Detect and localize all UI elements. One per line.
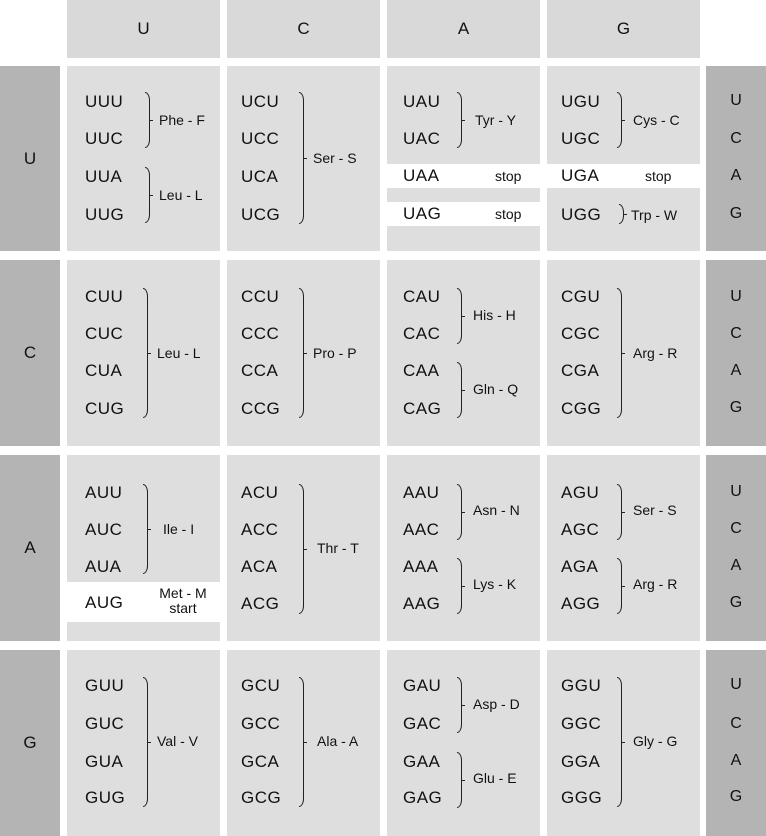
brace xyxy=(457,484,464,540)
codon: GAG xyxy=(403,788,443,807)
brace xyxy=(457,558,464,614)
codon: UGU xyxy=(561,92,601,111)
codon: CAU xyxy=(403,287,441,306)
brace xyxy=(617,92,624,148)
codon: AUA xyxy=(85,557,122,576)
first-base-label: G xyxy=(23,733,37,752)
codon: AAA xyxy=(403,557,439,576)
codon: GGA xyxy=(561,752,601,771)
header-second-base-a xyxy=(387,0,540,58)
header-label: A xyxy=(457,19,470,38)
first-base-label: A xyxy=(24,538,36,557)
codon: CGA xyxy=(561,361,600,380)
codon: GUU xyxy=(85,676,125,695)
codon: CUU xyxy=(85,287,124,306)
codon: UGC xyxy=(561,129,601,148)
amino-acid-label: Tyr - Y xyxy=(475,112,516,128)
stop-row-uga xyxy=(547,164,700,188)
amino-acid-label: Asn - N xyxy=(473,502,520,518)
codon: GGU xyxy=(561,676,602,695)
codon: AGA xyxy=(561,557,599,576)
third-base-band-g xyxy=(706,650,766,836)
codon: ACC xyxy=(241,520,279,539)
codon: CUG xyxy=(85,399,125,418)
header-label: G xyxy=(616,19,631,38)
codon: UCG xyxy=(241,205,281,224)
amino-acid-label: Phe - F xyxy=(159,112,205,128)
stop-row-uaa xyxy=(387,164,540,188)
third-base-label: U xyxy=(730,676,742,693)
cell-ga xyxy=(387,650,540,836)
codon: GAA xyxy=(403,752,441,771)
third-base-band-u xyxy=(706,66,766,251)
amino-acid-label: Asp - D xyxy=(473,696,520,712)
amino-acid-label: Thr - T xyxy=(317,540,359,556)
amino-acid-label: Ile - I xyxy=(163,521,195,537)
amino-acid-label: Arg - R xyxy=(633,576,678,592)
codon: CUC xyxy=(85,324,124,343)
start-amino-acid: Met - M xyxy=(159,585,207,601)
brace xyxy=(143,484,150,574)
header-second-base-c xyxy=(227,0,380,58)
brace xyxy=(457,752,464,808)
cell-gc xyxy=(227,650,380,836)
first-base-c xyxy=(0,260,60,446)
third-base-label: G xyxy=(729,205,743,222)
brace xyxy=(299,92,306,224)
third-base-label: C xyxy=(730,715,742,732)
cell-uu xyxy=(67,66,220,251)
brace xyxy=(457,362,464,418)
codon: GUC xyxy=(85,714,125,733)
first-base-label: C xyxy=(23,343,37,362)
codon: UAU xyxy=(403,92,441,111)
amino-acid-label: Gly - G xyxy=(633,733,678,749)
amino-acid-label: Arg - R xyxy=(633,345,678,361)
codon: AAG xyxy=(403,594,441,613)
header-second-base-g xyxy=(547,0,700,58)
amino-acid-label: Val - V xyxy=(157,733,198,749)
codon: UUA xyxy=(85,167,123,186)
cell-cc xyxy=(227,260,380,446)
start-row-aug xyxy=(67,582,220,622)
codon: CGC xyxy=(561,324,601,343)
codon: GAC xyxy=(403,714,442,733)
codon: CCA xyxy=(241,361,279,380)
codon: AGG xyxy=(561,594,601,613)
brace xyxy=(143,288,150,418)
codon: AUC xyxy=(85,520,123,539)
codon: GUG xyxy=(85,788,126,807)
brace xyxy=(457,288,464,344)
codon: ACG xyxy=(241,594,280,613)
first-base-label: U xyxy=(23,148,37,168)
third-base-label: G xyxy=(729,399,743,416)
header-label: U xyxy=(137,19,150,38)
start-label xyxy=(151,586,215,616)
cell-ug xyxy=(547,66,700,251)
codon: AAU xyxy=(403,483,440,502)
brace xyxy=(299,484,306,614)
stop-row-uag xyxy=(387,202,540,226)
stop-label: stop xyxy=(645,168,672,184)
amino-acid-label: Ser - S xyxy=(633,502,677,518)
cell-gu xyxy=(67,650,220,836)
brace xyxy=(299,677,306,807)
third-base-label: C xyxy=(730,130,742,147)
codon: UCA xyxy=(241,167,279,186)
brace xyxy=(145,92,152,148)
amino-acid-label: Lys - K xyxy=(473,576,517,592)
header-label: C xyxy=(297,19,310,38)
third-base-label: A xyxy=(730,362,742,379)
third-base-label: G xyxy=(729,594,743,611)
brace xyxy=(617,288,624,418)
brace xyxy=(619,204,626,224)
codon: GCC xyxy=(241,714,281,733)
codon: GCG xyxy=(241,788,282,807)
header-second-base-u xyxy=(67,0,220,58)
third-base-band-c xyxy=(706,260,766,446)
codon: UUC xyxy=(85,129,124,148)
brace xyxy=(145,167,152,223)
codon: GCA xyxy=(241,752,280,771)
cell-uc xyxy=(227,66,380,251)
third-base-label: C xyxy=(730,520,742,537)
third-base-label: A xyxy=(730,752,742,769)
first-base-a xyxy=(0,455,60,641)
codon: CCC xyxy=(241,324,280,343)
stop-label: stop xyxy=(495,206,522,222)
stop-codon: UAG xyxy=(403,204,442,223)
cell-ca xyxy=(387,260,540,446)
codon: AGU xyxy=(561,483,600,502)
amino-acid-label: Gln - Q xyxy=(473,381,519,397)
codon: ACA xyxy=(241,557,278,576)
cell-cu xyxy=(67,260,220,446)
stop-codon: UGA xyxy=(561,166,600,185)
cell-gg xyxy=(547,650,700,836)
codon: UAC xyxy=(403,129,441,148)
codon: CAC xyxy=(403,324,441,343)
codon: GGG xyxy=(561,788,603,807)
first-base-u xyxy=(0,66,60,251)
codon: GCU xyxy=(241,676,281,695)
codon: UUG xyxy=(85,205,125,224)
amino-acid-label: Glu - E xyxy=(473,770,517,786)
codon: UUU xyxy=(85,92,124,111)
brace xyxy=(299,288,306,418)
codon: CAA xyxy=(403,361,440,380)
codon: CCU xyxy=(241,287,280,306)
cell-aa xyxy=(387,455,540,641)
codon: CGU xyxy=(561,287,601,306)
third-base-label: A xyxy=(730,557,742,574)
codon: GGC xyxy=(561,714,602,733)
codon: AUU xyxy=(85,483,123,502)
stop-label: stop xyxy=(495,168,522,184)
codon: GUA xyxy=(85,752,124,771)
codon: UCU xyxy=(241,92,280,111)
codon: CGG xyxy=(561,399,602,418)
brace xyxy=(143,677,150,807)
amino-acid-label: Pro - P xyxy=(313,345,357,361)
cell-cg xyxy=(547,260,700,446)
third-base-label: C xyxy=(730,325,742,342)
codon: CUA xyxy=(85,361,123,380)
amino-acid-label: Leu - L xyxy=(157,345,201,361)
start-text: start xyxy=(169,600,197,616)
first-base-g xyxy=(0,650,60,836)
codon: UCC xyxy=(241,129,280,148)
third-base-label: A xyxy=(730,167,742,184)
cell-ac xyxy=(227,455,380,641)
third-base-band-a xyxy=(706,455,766,641)
brace xyxy=(617,484,624,540)
codon: ACU xyxy=(241,483,279,502)
codon: UGG xyxy=(561,205,602,224)
brace xyxy=(457,92,464,148)
third-base-label: U xyxy=(730,288,742,305)
brace xyxy=(457,677,464,733)
codon: CCG xyxy=(241,399,281,418)
codon: CAG xyxy=(403,399,442,418)
codon: AGC xyxy=(561,520,600,539)
amino-acid-label: Ala - A xyxy=(317,733,359,749)
codon: AAC xyxy=(403,520,440,539)
stop-codon: UAA xyxy=(403,166,440,185)
third-base-label: G xyxy=(729,788,743,805)
cell-ag xyxy=(547,455,700,641)
amino-acid-label: Ser - S xyxy=(313,150,357,166)
third-base-label: U xyxy=(730,92,742,109)
brace xyxy=(617,558,624,614)
amino-acid-label: Cys - C xyxy=(633,112,680,128)
third-base-label: U xyxy=(730,483,742,500)
codon: GAU xyxy=(403,676,442,695)
amino-acid-label: Trp - W xyxy=(631,207,678,223)
start-codon: AUG xyxy=(85,593,124,612)
brace xyxy=(617,677,624,807)
amino-acid-label: His - H xyxy=(473,307,516,323)
amino-acid-label: Leu - L xyxy=(159,187,203,203)
